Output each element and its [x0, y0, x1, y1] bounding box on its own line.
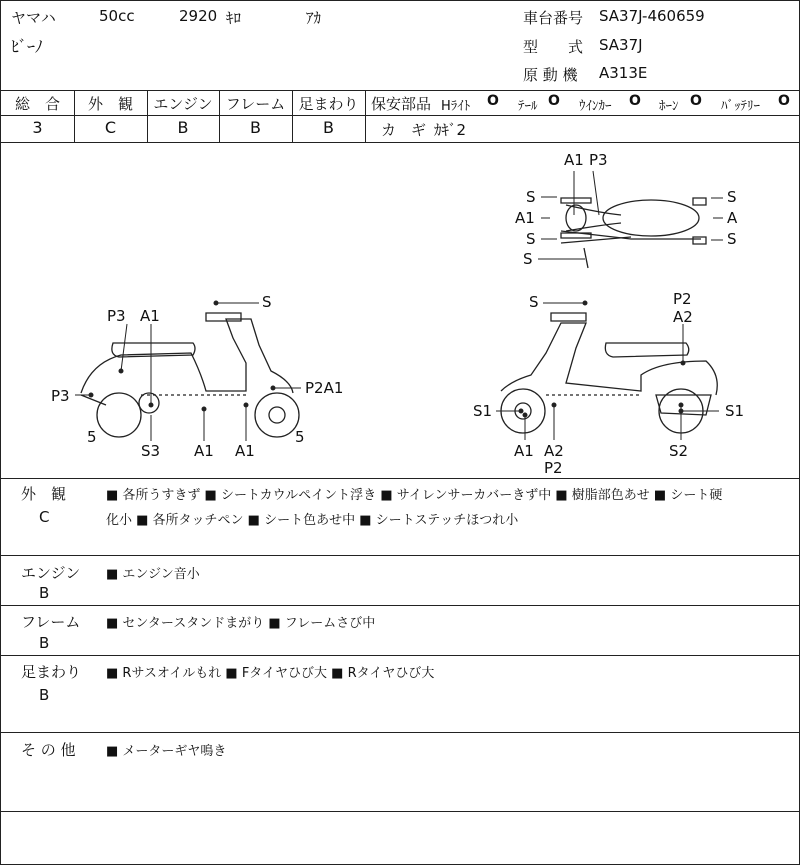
suspension-grade-label: 足まわり	[298, 95, 359, 113]
remark-suspension-grade: B	[39, 686, 50, 704]
safety-status-horn: O	[690, 93, 702, 109]
remark-exterior-line-2: 化小 ■ 各所タッチペン ■ シート色あせ中 ■ シートステッチほつれ小	[106, 513, 519, 528]
mileage: 2920	[179, 7, 218, 25]
label-top-s1: S	[526, 188, 536, 206]
scooter-top-view	[561, 198, 706, 268]
scooter-left-view	[81, 313, 299, 437]
label-left-s: S	[262, 293, 272, 311]
divider	[1, 732, 799, 733]
remark-other-line-1: ■ メーターギヤ鳴き	[106, 744, 227, 759]
safety-item-battery: ﾊﾞｯﾃﾘｰ	[721, 99, 760, 114]
label-left-p3-rear: P3	[51, 387, 70, 405]
exterior-label: 外 観	[87, 95, 133, 113]
safety-status-battery: O	[778, 93, 790, 109]
divider	[1, 478, 799, 479]
color: ｱｶ	[306, 9, 322, 27]
label-right-s2: S2	[669, 442, 689, 460]
model-name: ﾋﾞｰﾉ	[11, 37, 44, 56]
remark-frame-line-1: ■ センタースタンドまがり ■ フレームさび中	[106, 616, 376, 631]
divider	[365, 90, 366, 142]
label-left-5-rear: 5	[87, 428, 97, 446]
label-left-a1-bottom2: A1	[235, 442, 255, 460]
safety-status-tail: O	[548, 93, 560, 109]
remark-engine-grade: B	[39, 584, 50, 602]
label-right-a1: A1	[514, 442, 534, 460]
frame-no: SA37J-460659	[599, 7, 705, 25]
label-left-a1-bottom: A1	[194, 442, 214, 460]
key-value: ｶｷﾞ2	[434, 121, 467, 139]
engine-grade-label: エンジン	[153, 95, 213, 113]
divider	[1, 115, 799, 116]
label-right-s1-front: S1	[473, 402, 493, 420]
safety-label: 保安部品	[371, 95, 432, 113]
divider	[1, 90, 799, 91]
frame-no-label: 車台番号	[523, 9, 584, 27]
top-view-labels	[515, 151, 738, 268]
engine-code: A313E	[599, 64, 648, 82]
label-right-a2-bottom: A2	[544, 442, 564, 460]
safety-item-headlight: Hﾗｲﾄ	[441, 99, 471, 114]
frame-grade-label: フレーム	[225, 95, 286, 113]
label-top-s5: S	[727, 230, 737, 248]
remark-engine-line-1: ■ エンジン音小	[106, 567, 200, 582]
right-view-labels	[473, 290, 744, 477]
remark-exterior-label: 外 観	[21, 485, 67, 503]
label-left-a1: A1	[140, 307, 160, 325]
overall-label: 総 合	[14, 95, 60, 113]
frame-grade: B	[250, 118, 261, 137]
label-top-s4: S	[727, 188, 737, 206]
label-top-a: A	[727, 209, 738, 227]
remark-engine-label: エンジン	[21, 564, 81, 582]
key-label: カ ギ	[381, 121, 427, 139]
exterior-grade: C	[104, 118, 117, 137]
label-right-s1-rear: S1	[725, 402, 745, 420]
suspension-grade: B	[323, 118, 334, 137]
label-top-a1: A1	[564, 151, 584, 169]
label-left-5-front: 5	[295, 428, 305, 446]
divider	[1, 811, 799, 812]
divider	[1, 655, 799, 656]
label-right-a2: A2	[673, 308, 693, 326]
label-top-s2: S	[526, 230, 536, 248]
safety-item-winker: ｳｲﾝｶｰ	[579, 99, 612, 114]
safety-item-tail: ﾃｰﾙ	[518, 99, 538, 114]
remark-suspension-line-1: ■ Rサスオイルもれ ■ Fタイヤひび大 ■ Rタイヤひび大	[106, 666, 435, 681]
scooter-right-view	[501, 313, 717, 433]
remark-suspension-label: 足まわり	[21, 663, 82, 681]
maker: ヤマハ	[11, 9, 56, 27]
mileage-unit: ｷﾛ	[226, 9, 242, 27]
remark-exterior-grade: C	[39, 508, 50, 526]
label-top-a1-side: A1	[515, 209, 535, 227]
divider	[1, 555, 799, 556]
label-right-p2: P2	[673, 290, 692, 308]
remark-exterior-line-1: ■ 各所うすきず ■ シートカウルペイント浮き ■ サイレンサーカバーきず中 ■ 樹脂部色あせ ■ シート硬	[106, 488, 723, 503]
label-top-p3: P3	[589, 151, 608, 169]
engine-grade: B	[177, 118, 189, 137]
displacement: 50cc	[99, 7, 135, 25]
remark-frame-label: フレーム	[21, 613, 81, 631]
safety-item-horn: ﾎｰﾝ	[659, 99, 679, 114]
label-left-s3: S3	[141, 442, 161, 460]
label-left-p3: P3	[107, 307, 126, 325]
scooter-damage-diagram	[1, 143, 799, 478]
safety-status-winker: O	[629, 93, 641, 109]
label-left-p2a1: P2A1	[305, 379, 344, 397]
engine-label: 原 動 機	[523, 66, 578, 84]
remark-other-label: そ の 他	[21, 741, 76, 759]
left-view-labels	[51, 293, 343, 460]
label-right-p2-bottom: P2	[544, 459, 563, 477]
safety-status-headlight: O	[487, 93, 499, 109]
remark-frame-grade: B	[39, 634, 50, 652]
divider	[1, 605, 799, 606]
label-top-s3: S	[523, 250, 533, 268]
model-code: SA37J	[599, 36, 643, 54]
overall-grade: 3	[32, 118, 43, 137]
model-label: 型 式	[523, 38, 584, 56]
label-right-s: S	[529, 293, 539, 311]
